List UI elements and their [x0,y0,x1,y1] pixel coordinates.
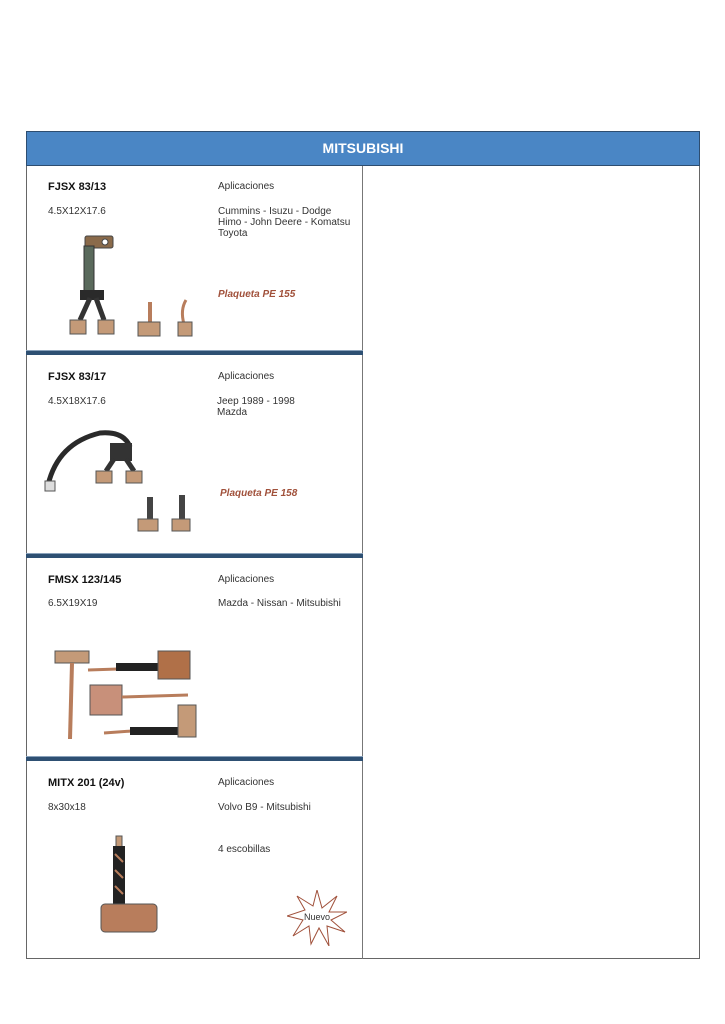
product-separator [26,553,363,558]
product-applications: Mazda - Nissan - Mitsubishi [218,598,341,609]
product-applications: Cummins - Isuzu - Dodge Himo - John Deere - Komatsu Toyota [218,206,351,239]
product-separator [26,756,363,761]
product-applications: Jeep 1989 - 1998 Mazda [217,396,295,418]
product-dimensions: 8x30x18 [48,802,86,813]
nuevo-label: Nuevo [303,912,330,922]
brush-image-fjsx-83-17 [40,425,200,537]
aplicaciones-label: Aplicaciones [218,574,275,585]
product-dimensions: 4.5X18X17.6 [48,396,106,407]
brand-banner: MITSUBISHI [26,131,700,166]
column-divider [362,166,363,959]
plaqueta-reference: Plaqueta PE 155 [218,289,296,300]
product-code: FJSX 83/13 [48,181,107,193]
product-separator [26,350,363,355]
nuevo-badge [287,890,347,946]
product-dimensions: 4.5X12X17.6 [48,206,106,217]
brush-image-mitx-201 [95,832,165,937]
product-code: MITX 201 (24v) [48,777,125,789]
product-code: FJSX 83/17 [48,371,107,383]
aplicaciones-label: Aplicaciones [218,371,275,382]
product-dimensions: 6.5X19X19 [48,598,98,609]
product-code: FMSX 123/145 [48,574,122,586]
brush-image-fjsx-83-13 [60,232,200,342]
brush-image-fmsx-123-145 [50,645,200,745]
aplicaciones-label: Aplicaciones [218,181,275,192]
aplicaciones-label: Aplicaciones [218,777,275,788]
product-applications: Volvo B9 - Mitsubishi [218,802,311,813]
product-note: 4 escobillas [218,844,271,855]
plaqueta-reference: Plaqueta PE 158 [220,488,298,499]
